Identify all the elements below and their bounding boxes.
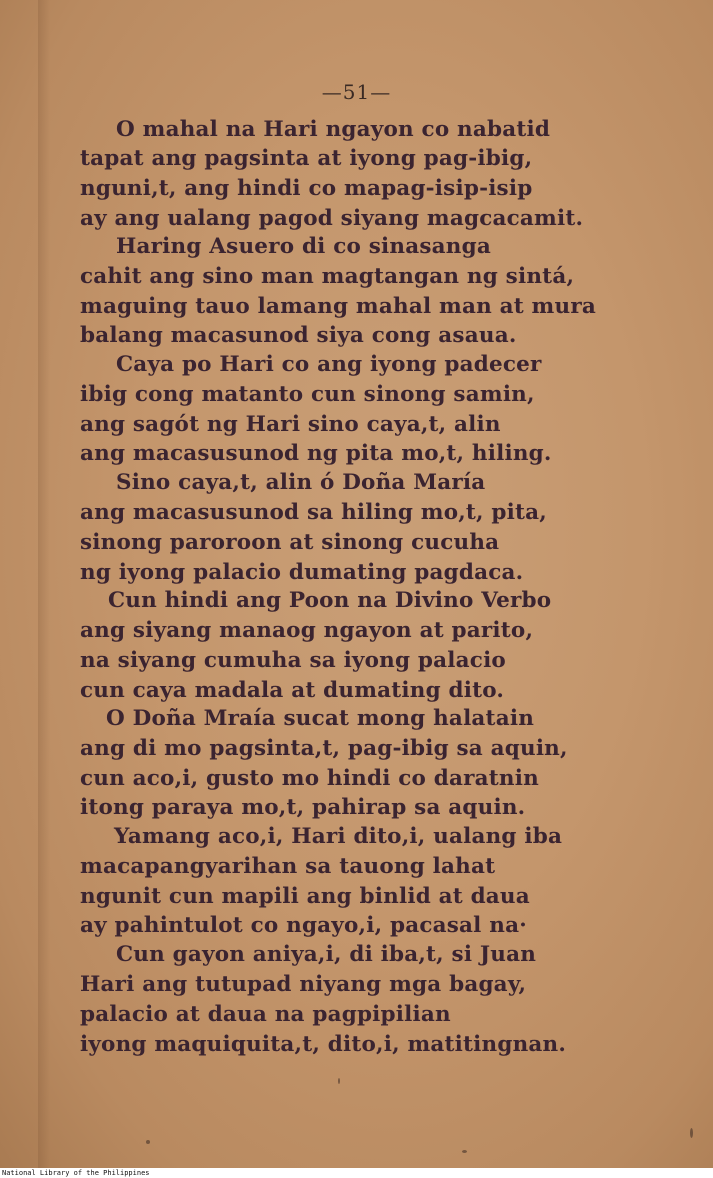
paper-speck — [690, 1128, 693, 1138]
text-line: Cun hindi ang Poon na Divino Verbo — [108, 588, 552, 613]
text-line: cahit ang sino man magtangan ng sintá, — [80, 264, 575, 289]
text-line: Haring Asuero di co sinasanga — [116, 234, 492, 259]
text-line: nguni,t, ang hindi co mapag-isip-isip — [80, 176, 533, 201]
text-line: ay pahintulot co ngayo,i, pacasal na· — [80, 913, 527, 938]
text-line: sinong paroroon at sinong cucuha — [80, 530, 500, 555]
paper-speck — [338, 1078, 340, 1084]
text-line: ang sagót ng Hari sino caya,t, alin — [80, 412, 501, 437]
paper-speck — [462, 1150, 467, 1153]
text-line: macapangyarihan sa tauong lahat — [80, 854, 496, 879]
text-line: ay ang ualang pagod siyang magcacamit. — [80, 206, 584, 231]
text-line: O mahal na Hari ngayon co nabatid — [116, 117, 551, 142]
text-line: Cun gayon aniya,i, di iba,t, si Juan — [116, 942, 537, 967]
text-line: ng iyong palacio dumating pagdaca. — [80, 560, 524, 585]
text-line: Hari ang tutupad niyang mga bagay, — [80, 972, 527, 997]
text-line: ang siyang manaog ngayon at parito, — [80, 618, 534, 643]
paper-speck — [146, 1140, 150, 1144]
text-line: O Doña Mraía sucat mong halatain — [106, 706, 535, 731]
library-credit: National Library of the Philippines — [2, 1169, 150, 1177]
text-line: iyong maquiquita,t, dito,i, matitingnan. — [80, 1032, 567, 1057]
text-line: ngunit cun mapili ang binlid at daua — [80, 884, 530, 909]
text-line: ang macasusunod sa hiling mo,t, pita, — [80, 500, 547, 525]
text-line: ang di mo pagsinta,t, pag-ibig sa aquin, — [80, 736, 568, 761]
text-line: Yamang aco,i, Hari dito,i, ualang iba — [114, 824, 563, 849]
text-line: balang macasunod siya cong asaua. — [80, 323, 517, 348]
text-line: na siyang cumuha sa iyong palacio — [80, 648, 506, 673]
text-line: Caya po Hari co ang iyong padecer — [116, 352, 542, 377]
text-line: maguing tauo lamang mahal man at mura — [80, 294, 596, 319]
text-line: cun aco,i, gusto mo hindi co daratnin — [80, 766, 539, 791]
text-line: tapat ang pagsinta at iyong pag-ibig, — [80, 146, 533, 171]
text-line: palacio at daua na pagpipilian — [80, 1002, 451, 1027]
text-line: Sino caya,t, alin ó Doña María — [116, 470, 486, 495]
text-line: cun caya madala at dumating dito. — [80, 678, 505, 703]
text-line: ang macasusunod ng pita mo,t, hiling. — [80, 441, 552, 466]
text-line: itong paraya mo,t, pahirap sa aquin. — [80, 795, 526, 820]
text-line: ibig cong matanto cun sinong samin, — [80, 382, 535, 407]
page-number: —51— — [321, 80, 392, 104]
